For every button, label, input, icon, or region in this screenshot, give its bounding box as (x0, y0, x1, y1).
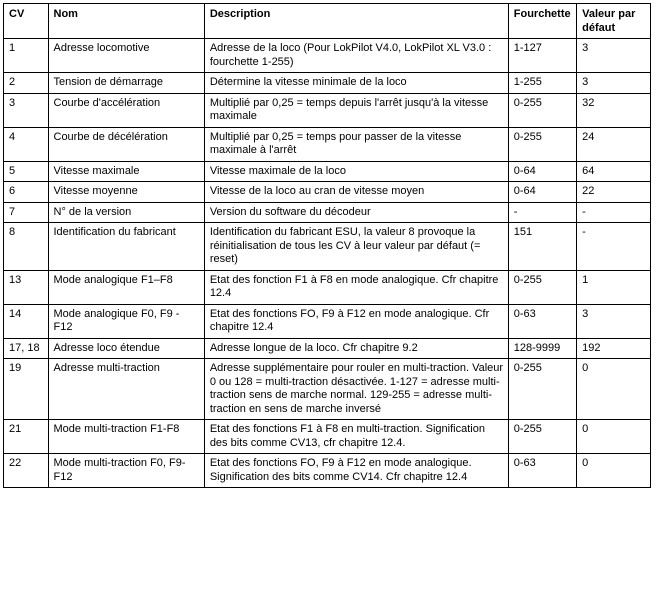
cell-valeur: 0 (577, 454, 651, 488)
cell-fourchette: 151 (508, 223, 576, 271)
cell-valeur: 3 (577, 73, 651, 94)
table-row (4, 73, 651, 94)
header-cv: CV (4, 4, 49, 39)
cell-description: Version du software du décodeur (204, 202, 508, 223)
cell-fourchette: 0-64 (508, 161, 576, 182)
cell-valeur: 22 (577, 182, 651, 203)
cell-valeur: 0 (577, 359, 651, 420)
cell-cv: 5 (4, 161, 49, 182)
table-row (4, 161, 651, 182)
cell-fourchette: - (508, 202, 576, 223)
cell-valeur: 192 (577, 338, 651, 359)
header-valeur: Valeur par défaut (577, 4, 651, 39)
cell-valeur: 32 (577, 93, 651, 127)
cell-fourchette: 1-255 (508, 73, 576, 94)
cell-description: Adresse longue de la loco. Cfr chapitre 9.2 (204, 338, 508, 359)
table-row (4, 454, 651, 488)
cell-description: Etat des fonction F1 à F8 en mode analogique. Cfr chapitre 12.4 (204, 270, 508, 304)
cell-cv: 19 (4, 359, 49, 420)
cell-nom: N° de la version (48, 202, 204, 223)
cell-cv: 22 (4, 454, 49, 488)
cell-fourchette: 0-255 (508, 127, 576, 161)
cell-description: Etat des fonctions F1 à F8 en multi-traction. Signification des bits comme CV13, cfr chapitre 12.4. (204, 420, 508, 454)
cell-valeur: 3 (577, 39, 651, 73)
cell-valeur: 0 (577, 420, 651, 454)
cell-fourchette: 1-127 (508, 39, 576, 73)
cell-nom: Mode multi-traction F0, F9-F12 (48, 454, 204, 488)
cell-fourchette: 0-63 (508, 304, 576, 338)
cell-nom: Tension de démarrage (48, 73, 204, 94)
cell-valeur: - (577, 202, 651, 223)
cell-nom: Adresse multi-traction (48, 359, 204, 420)
table-row (4, 39, 651, 73)
cell-valeur: - (577, 223, 651, 271)
cell-nom: Adresse locomotive (48, 39, 204, 73)
table-row (4, 93, 651, 127)
cell-nom: Identification du fabricant (48, 223, 204, 271)
cell-fourchette: 0-63 (508, 454, 576, 488)
cell-cv: 2 (4, 73, 49, 94)
cell-nom: Adresse loco étendue (48, 338, 204, 359)
header-fourchette: Fourchette (508, 4, 576, 39)
table-row (4, 127, 651, 161)
cell-valeur: 3 (577, 304, 651, 338)
cell-fourchette: 0-255 (508, 93, 576, 127)
cell-valeur: 64 (577, 161, 651, 182)
cell-cv: 21 (4, 420, 49, 454)
table-row (4, 270, 651, 304)
cell-cv: 7 (4, 202, 49, 223)
cell-description: Détermine la vitesse minimale de la loco (204, 73, 508, 94)
cell-cv: 14 (4, 304, 49, 338)
cell-description: Identification du fabricant ESU, la valeur 8 provoque la réinitialisation de tous les CV à leur valeur par défaut (= reset) (204, 223, 508, 271)
cell-nom: Vitesse moyenne (48, 182, 204, 203)
cell-nom: Vitesse maximale (48, 161, 204, 182)
cell-valeur: 1 (577, 270, 651, 304)
header-row (4, 4, 651, 39)
cell-fourchette: 0-255 (508, 420, 576, 454)
cv-table (3, 3, 651, 488)
cell-description: Multiplié par 0,25 = temps pour passer de la vitesse maximale à l'arrêt (204, 127, 508, 161)
table-row (4, 202, 651, 223)
cell-nom: Courbe de décélération (48, 127, 204, 161)
cell-valeur: 24 (577, 127, 651, 161)
cell-description: Vitesse maximale de la loco (204, 161, 508, 182)
cell-cv: 6 (4, 182, 49, 203)
cell-nom: Mode analogique F1–F8 (48, 270, 204, 304)
table-row (4, 182, 651, 203)
cell-cv: 1 (4, 39, 49, 73)
cell-cv: 13 (4, 270, 49, 304)
cell-nom: Mode analogique F0, F9 - F12 (48, 304, 204, 338)
cell-description: Multiplié par 0,25 = temps depuis l'arrêt jusqu'à la vitesse maximale (204, 93, 508, 127)
cell-description: Vitesse de la loco au cran de vitesse moyen (204, 182, 508, 203)
cell-nom: Courbe d'accélération (48, 93, 204, 127)
table-row (4, 359, 651, 420)
header-description: Description (204, 4, 508, 39)
cell-cv: 17, 18 (4, 338, 49, 359)
cell-cv: 3 (4, 93, 49, 127)
cell-fourchette: 0-255 (508, 270, 576, 304)
cell-fourchette: 0-255 (508, 359, 576, 420)
table-row (4, 420, 651, 454)
header-nom: Nom (48, 4, 204, 39)
cell-nom: Mode multi-traction F1-F8 (48, 420, 204, 454)
table-row (4, 223, 651, 271)
cell-description: Etat des fonctions FO, F9 à F12 en mode analogique. Cfr chapitre 12.4 (204, 304, 508, 338)
table-row (4, 304, 651, 338)
cell-fourchette: 128-9999 (508, 338, 576, 359)
table-row (4, 338, 651, 359)
cell-fourchette: 0-64 (508, 182, 576, 203)
cell-description: Adresse supplémentaire pour rouler en multi-traction. Valeur 0 ou 128 = multi-traction désactivée. 1-127 = adresse multi-traction sens de marche normal. 129-255 = adresse multi-traction en sens de marche inversé (204, 359, 508, 420)
cell-cv: 8 (4, 223, 49, 271)
cell-cv: 4 (4, 127, 49, 161)
cell-description: Adresse de la loco (Pour LokPilot V4.0, LokPilot XL V3.0 : fourchette 1-255) (204, 39, 508, 73)
cell-description: Etat des fonctions FO, F9 à F12 en mode analogique. Signification des bits comme CV14. Cfr chapitre 12.4 (204, 454, 508, 488)
